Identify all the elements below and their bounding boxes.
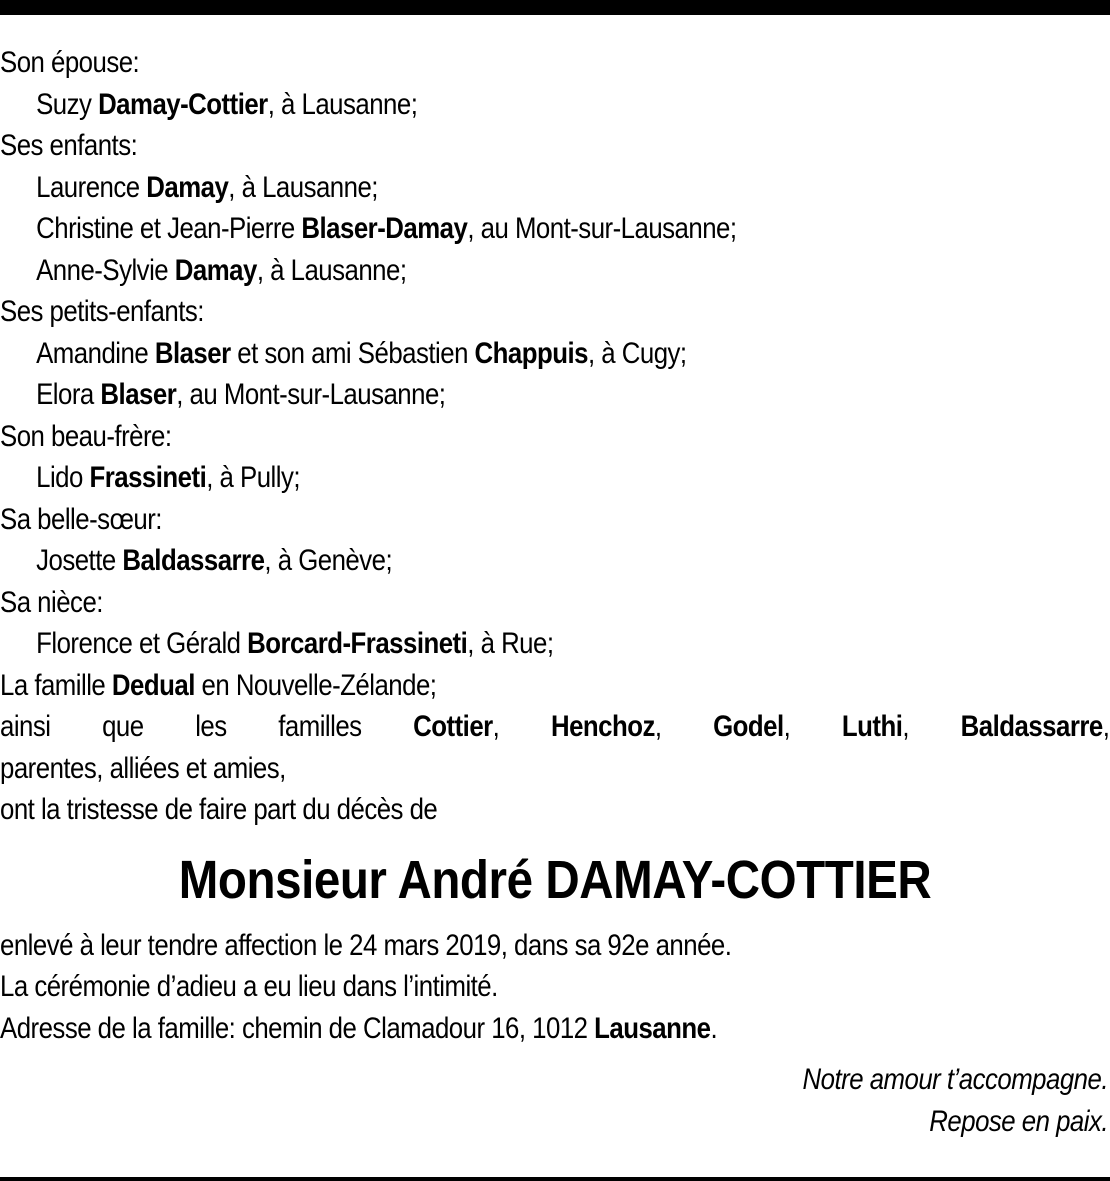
children-label: Ses enfants: bbox=[0, 129, 138, 162]
dedual-family-line: La famille Dedual en Nouvelle-Zélande; bbox=[0, 668, 437, 702]
brother-in-law-entry: Lido Frassineti, à Pully; bbox=[36, 461, 301, 494]
grandchildren-label: Ses petits-enfants: bbox=[0, 295, 204, 328]
child-entry: Christine et Jean-Pierre Blaser-Damay, au Mont-sur-Lausanne; bbox=[36, 212, 737, 245]
bottom-rule bbox=[0, 1177, 1110, 1181]
family-name: Baldassarre bbox=[960, 710, 1103, 743]
child-entry: Laurence Damay, à Lausanne; bbox=[36, 170, 378, 204]
grandchild-entry: Amandine Blaser et son ami Sébastien Chappuis, à Cugy; bbox=[36, 336, 687, 370]
announcement-line: ont la tristesse de faire part du décès de bbox=[0, 793, 438, 826]
other-families-line: ainsi que les familles Cottier, Henchoz, Godel, Luthi, Baldassarre, bbox=[0, 710, 1110, 743]
closing-line: Repose en paix. bbox=[929, 1104, 1108, 1138]
family-name: Godel bbox=[713, 710, 784, 743]
niece-label: Sa nièce: bbox=[0, 585, 103, 619]
spouse-last-name: Damay-Cottier bbox=[98, 87, 268, 121]
family-name: Cottier bbox=[413, 710, 493, 743]
spouse-place: , à Lausanne; bbox=[267, 87, 418, 121]
child-entry: Anne-Sylvie Damay, à Lausanne; bbox=[36, 253, 407, 287]
grandchild-entry: Elora Blaser, au Mont-sur-Lausanne; bbox=[36, 378, 446, 411]
relatives-line: parentes, alliées et amies, bbox=[0, 751, 286, 785]
spouse-first-name: Suzy bbox=[36, 87, 99, 121]
closing-words bbox=[0, 1059, 1110, 1142]
brother-in-law-label: Son beau-frère: bbox=[0, 419, 172, 453]
family-name: Luthi bbox=[841, 710, 903, 743]
sister-in-law-label: Sa belle-sœur: bbox=[0, 502, 162, 536]
family-address: Adresse de la famille: chemin de Clamadour 16, 1012 Lausanne. bbox=[0, 1011, 718, 1045]
closing-line: Notre amour t’accompagne. bbox=[802, 1063, 1108, 1096]
niece-entry: Florence et Gérald Borcard-Frassineti, à Rue; bbox=[36, 627, 554, 660]
deceased-name: Monsieur André DAMAY-COTTIER bbox=[178, 849, 932, 910]
family-name: Henchoz bbox=[550, 710, 655, 743]
spouse-label: Son épouse: bbox=[0, 46, 140, 79]
obituary-notice bbox=[0, 42, 1110, 1142]
ceremony-details: La cérémonie d’adieu a eu lieu dans l’intimité. bbox=[0, 970, 498, 1003]
spouse-entry bbox=[0, 84, 955, 126]
top-rule bbox=[0, 0, 1110, 15]
death-details: enlevé à leur tendre affection le 24 mars 2019, dans sa 92e année. bbox=[0, 928, 732, 962]
sister-in-law-entry: Josette Baldassarre, à Genève; bbox=[36, 544, 393, 577]
